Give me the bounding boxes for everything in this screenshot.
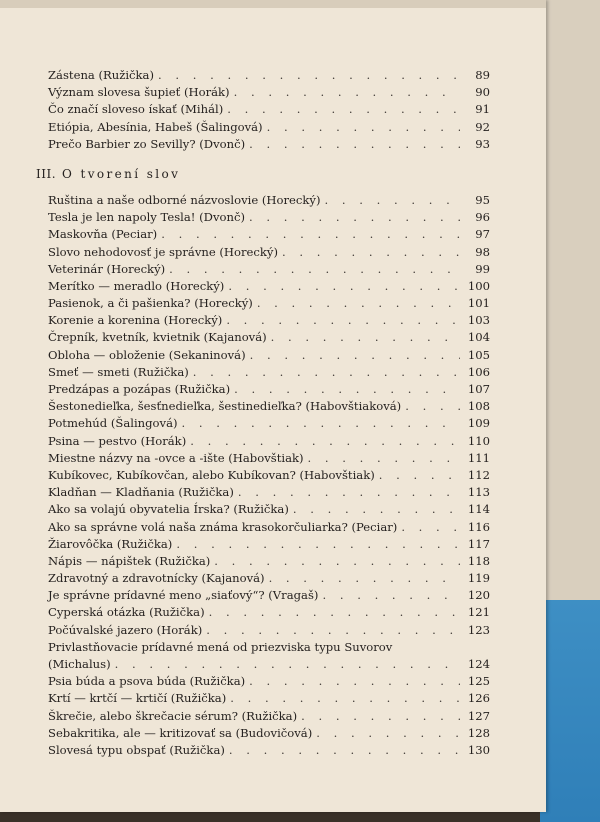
toc-entry-title: Cyperská otázka (Ružička) <box>48 605 205 620</box>
underlying-page-edge <box>540 0 600 600</box>
toc-entry-page: 111 <box>467 450 490 465</box>
toc-entry <box>48 673 490 690</box>
blue-cover-edge <box>540 600 600 822</box>
toc-entry <box>48 312 490 329</box>
toc-entry-multiline-cont <box>48 656 490 673</box>
page-top-edge <box>0 0 546 8</box>
toc-entry-page: 101 <box>467 296 490 311</box>
toc-entry-title: Potmehúd (Šalingová) <box>48 416 178 431</box>
leader-dots <box>282 244 460 261</box>
toc-entry-page: 126 <box>467 691 490 706</box>
toc-entry-title: Zástena (Ružička) <box>48 68 154 82</box>
leader-dots <box>249 673 460 690</box>
toc-entry-title: Obloha — obloženie (Sekaninová) <box>48 347 246 362</box>
toc-entry-page: 100 <box>467 278 490 293</box>
toc-entries-before <box>48 67 490 153</box>
toc-entry-page: 107 <box>467 382 490 396</box>
toc-entry <box>48 501 490 518</box>
toc-entry-title-cont: (Michalus) <box>48 657 111 671</box>
leader-dots <box>227 101 460 118</box>
section-heading <box>36 166 490 183</box>
toc-entry <box>48 67 490 84</box>
toc-entry <box>48 450 490 467</box>
toc-entry <box>48 587 490 604</box>
leader-dots <box>214 553 460 570</box>
toc-entry-title: Privlastňovacie prídavné mená od priezviska typu Suvorov <box>48 639 393 654</box>
toc-entry-title: Je správne prídavné meno „siaťový“? (Vragaš) <box>48 588 319 603</box>
toc-entry-title: Šestonedieľka, šesťnedieľka, šestinedieľka? (Habovštiaková) <box>48 399 402 414</box>
toc-entry <box>48 209 490 226</box>
leader-dots <box>226 312 460 329</box>
toc-entry-page: 96 <box>475 210 490 225</box>
toc-entry-title: Škrečie, alebo škrečacie sérum? (Ružička) <box>48 708 298 723</box>
toc-entry <box>48 415 490 432</box>
toc-entry-page: 106 <box>467 364 490 379</box>
leader-dots <box>115 656 460 673</box>
toc-entry <box>48 136 490 153</box>
leader-dots <box>229 742 460 759</box>
toc-entry <box>48 604 490 621</box>
leader-dots <box>161 226 460 243</box>
leader-dots <box>206 622 460 639</box>
toc-entry <box>48 295 490 312</box>
leader-dots <box>209 604 460 621</box>
toc-entry-page: 113 <box>467 485 490 500</box>
toc-entry-title: Čo značí sloveso ískať (Mihál) <box>48 102 224 117</box>
toc-entry <box>48 119 490 136</box>
toc-entry-title: Slovo nehodovosť je správne (Horecký) <box>48 244 278 259</box>
toc-entry <box>48 570 490 587</box>
leader-dots <box>316 725 460 742</box>
toc-entry-title: Korenie a korenina (Horecký) <box>48 313 223 328</box>
toc-entry-title: Kladňan — Kladňania (Ružička) <box>48 485 234 500</box>
toc-entry-title: Žiarovôčka (Ružička) <box>48 536 173 551</box>
toc-entry-title: Počúvalské jazero (Horák) <box>48 622 203 637</box>
toc-entry-page: 114 <box>467 502 490 517</box>
leader-dots <box>379 467 460 484</box>
leader-dots <box>250 347 460 364</box>
toc-entry-page: 128 <box>467 725 490 740</box>
toc-entry <box>48 381 490 398</box>
leader-dots <box>158 67 460 84</box>
toc-entry-title: Psia búda a psova búda (Ružička) <box>48 674 246 689</box>
toc-entry <box>48 467 490 484</box>
toc-entry <box>48 101 490 118</box>
leader-dots <box>405 398 460 415</box>
toc-entry-title: Pasienok, a či pašienka? (Horecký) <box>48 296 253 311</box>
toc-entries-section <box>48 192 490 639</box>
leader-dots <box>257 295 460 312</box>
toc-entry <box>48 244 490 261</box>
toc-entry-page: 121 <box>467 605 490 620</box>
leader-dots <box>238 484 460 501</box>
toc-entry-page: 104 <box>467 330 490 345</box>
toc-entry <box>48 725 490 742</box>
toc-entry-title: Ako sa volajú obyvatelia Írska? (Ružička) <box>48 502 289 517</box>
toc-entry-page: 93 <box>475 136 490 151</box>
toc-entry-title: Maskovňa (Peciar) <box>48 227 158 242</box>
toc-entry <box>48 192 490 209</box>
section-title: O tvorení slov <box>62 166 181 181</box>
toc-entry-page: 109 <box>467 416 490 431</box>
toc-entry-page: 108 <box>467 399 490 414</box>
toc-entry-title: Nápis — nápištek (Ružička) <box>48 553 211 568</box>
leader-dots <box>322 587 460 604</box>
leader-dots <box>249 209 460 226</box>
leader-dots <box>267 119 460 136</box>
leader-dots <box>301 708 460 725</box>
toc-entry-page: 116 <box>467 519 490 534</box>
toc-entry-title: Prečo Barbier zo Sevilly? (Dvonč) <box>48 136 246 151</box>
toc-entry <box>48 261 490 278</box>
toc-entry-page: 123 <box>467 622 490 637</box>
toc-entry-title: Etiópia, Abesínia, Habeš (Šalingová) <box>48 119 263 134</box>
leader-dots <box>193 364 460 381</box>
toc-entry-title: Smeť — smeti (Ružička) <box>48 364 189 379</box>
leader-dots <box>269 570 460 587</box>
toc-entry-title: Krtí — krtčí — krtičí (Ružička) <box>48 691 227 706</box>
toc-entry <box>48 329 490 346</box>
toc-entry-page: 105 <box>467 347 490 362</box>
table-of-contents <box>36 67 490 759</box>
toc-entry <box>48 398 490 415</box>
leader-dots <box>324 192 460 209</box>
toc-entry-title: Význam slovesa šupieť (Horák) <box>48 85 230 100</box>
toc-entry-page: 91 <box>475 102 490 117</box>
toc-entry-title: Črepník, kvetník, kvietnik (Kajanová) <box>48 330 267 345</box>
toc-entry <box>48 84 490 101</box>
section-number: III. <box>36 166 57 181</box>
toc-entry-page: 124 <box>467 657 490 671</box>
leader-dots <box>190 433 460 450</box>
toc-entry-page: 117 <box>467 536 490 551</box>
leader-dots <box>230 690 460 707</box>
toc-entry-title: Tesla je len napoly Tesla! (Dvonč) <box>48 210 245 225</box>
leader-dots <box>293 501 460 518</box>
toc-entry-page: 95 <box>475 192 490 207</box>
leader-dots <box>228 278 460 295</box>
toc-entry-page: 119 <box>467 571 490 586</box>
toc-entry-page: 90 <box>475 85 490 100</box>
toc-entry-page: 118 <box>467 553 490 568</box>
toc-entries-after <box>48 673 490 759</box>
toc-entry-page: 103 <box>467 313 490 328</box>
leader-dots <box>249 136 460 153</box>
leader-dots <box>234 84 460 101</box>
toc-entry <box>48 226 490 243</box>
toc-entry-page: 130 <box>467 742 490 757</box>
toc-entry-title: Ako sa správne volá naša známa krasokorčuliarka? (Peciar) <box>48 519 398 534</box>
toc-entry <box>48 484 490 501</box>
toc-entry-page: 97 <box>475 227 490 242</box>
toc-entry-page: 92 <box>475 119 490 134</box>
toc-entry <box>48 536 490 553</box>
toc-entry-page: 127 <box>467 708 490 723</box>
leader-dots <box>176 536 460 553</box>
leader-dots <box>169 261 460 278</box>
toc-entry-page: 110 <box>467 433 490 448</box>
toc-entry <box>48 742 490 759</box>
toc-entry-title: Merítko — meradlo (Horecký) <box>48 278 225 293</box>
toc-entry <box>48 347 490 364</box>
toc-entry-title: Veterinár (Horecký) <box>48 261 166 276</box>
toc-entry <box>48 622 490 639</box>
toc-entry-title: Ruština a naše odborné názvoslovie (Horecký) <box>48 192 321 207</box>
toc-entry-page: 89 <box>475 68 490 82</box>
leader-dots <box>308 450 460 467</box>
toc-entry <box>48 433 490 450</box>
leader-dots <box>234 381 460 398</box>
toc-entry <box>48 364 490 381</box>
toc-entry-title: Kubíkovec, Kubíkovčan, alebo Kubíkovan? (Habovštiak) <box>48 467 375 482</box>
toc-entry-page: 99 <box>475 261 490 276</box>
leader-dots <box>271 329 460 346</box>
leader-dots <box>401 519 460 536</box>
toc-entry <box>48 519 490 536</box>
toc-entry-multiline <box>48 639 490 656</box>
toc-entry-title: Zdravotný a zdravotnícky (Kajanová) <box>48 571 265 586</box>
toc-entry-title: Slovesá typu obspať (Ružička) <box>48 742 225 757</box>
toc-entry <box>48 708 490 725</box>
toc-entry <box>48 553 490 570</box>
toc-entry-title: Sebakritika, ale — kritizovať sa (Budovičová) <box>48 725 313 740</box>
toc-entry-title: Miestne názvy na -ovce a -ište (Habovštiak) <box>48 450 304 465</box>
toc-entry-page: 112 <box>467 467 490 482</box>
toc-entry-page: 125 <box>467 674 490 689</box>
toc-entry-title: Psina — pestvo (Horák) <box>48 433 187 448</box>
toc-entry-page: 120 <box>467 588 490 603</box>
toc-entry <box>48 278 490 295</box>
toc-entry-title: Predzápas a pozápas (Ružička) <box>48 382 231 396</box>
toc-entry-page: 98 <box>475 244 490 259</box>
toc-entry <box>48 690 490 707</box>
leader-dots <box>182 415 460 432</box>
